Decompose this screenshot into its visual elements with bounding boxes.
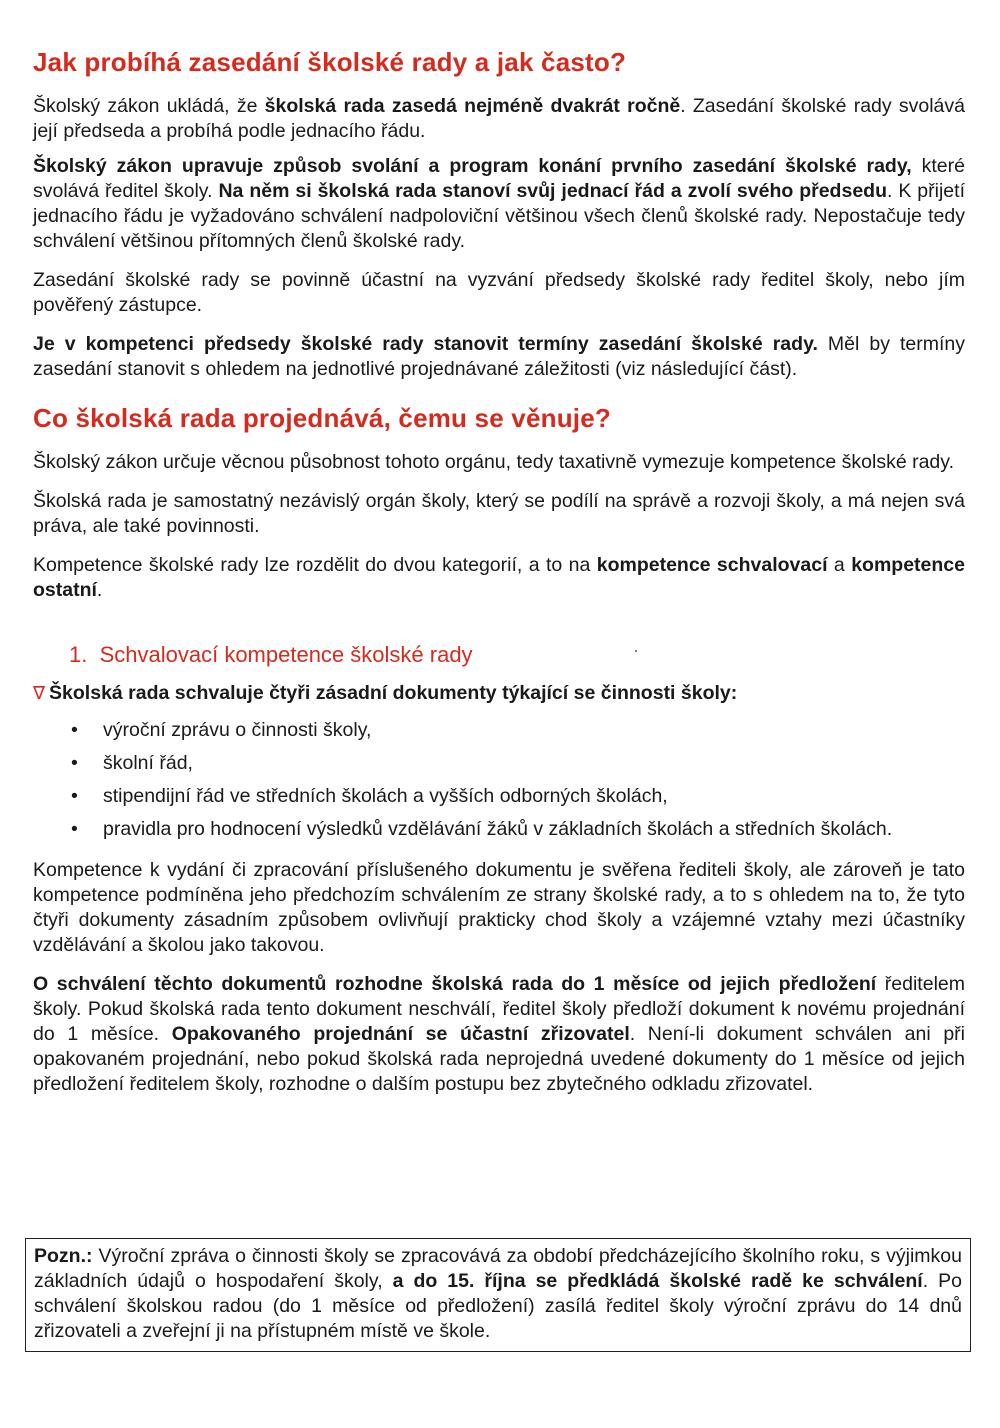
scan-speck — [635, 650, 637, 652]
paragraph-approval-deadline: O schválení těchto dokumentů rozhodne školská rada do 1 měsíce od jejich předložení ředitelem školy. Pokud školská rada tento dokument neschválí, ředitel školy předloží dokument k novému projednání do 1 měsíce. Opakovaného projednání se účastní zřizovatel. Není-li dokument schválen ani při opakovaném projednání, nebo pokud školská rada neprojedná uvedené dokumenty do 1 měsíce od jejich předložení ředitelem školy, rozhodne o dalším postupu bez zbytečného odkladu zřizovatel. — [33, 973, 965, 1095]
subsection-heading-approval: 1. Schvalovací kompetence školské rady — [69, 642, 473, 667]
list-item: • školní řád, — [71, 752, 193, 774]
paragraph-competence-categories: Kompetence školské rady lze rozdělit do dvou kategorií, a to na kompetence schvalovací a kompetence ostatní. — [33, 554, 965, 601]
paragraph-first-meeting: Školský zákon upravuje způsob svolání a program konání prvního zasedání školské rady, které svolává ředitel školy. Na něm si školská rada stanoví svůj jednací řád a zvolí svého předsedu. K přijetí jednacího řádu je vyžadováno schválení nadpoloviční většinou všech členů školské rady. Nepostačuje tedy schválení většinou přítomných členů školské rady. — [33, 155, 965, 252]
bullet-icon: • — [71, 752, 78, 774]
section-heading-meetings: Jak probíhá zasedání školské rady a jak často? — [33, 47, 627, 77]
bullet-icon: • — [71, 785, 78, 807]
section-heading-agenda: Co školská rada projednává, čemu se věnuje? — [33, 403, 611, 433]
list-item: • pravidla pro hodnocení výsledků vzdělávání žáků v základních školách a středních školách. — [71, 818, 893, 840]
note-label: Pozn.: — [34, 1245, 93, 1267]
paragraph-meeting-frequency: Školský zákon ukládá, že školská rada zasedá nejméně dvakrát ročně. Zasedání školské rady svolává její předseda a probíhá podle jednacího řádu. — [33, 95, 965, 142]
paragraph-independent-body: Školská rada je samostatný nezávislý orgán školy, který se podílí na správě a rozvoji školy, a má nejen svá práva, ale také povinnosti. — [33, 490, 965, 537]
approved-documents-list — [33, 718, 965, 842]
triangle-marker-icon: ∇ — [33, 683, 46, 703]
bullet-icon: • — [71, 719, 78, 741]
document-page — [33, 46, 965, 1111]
list-item: • stipendijní řád ve středních školách a vyšších odborných školách, — [71, 785, 668, 807]
list-item: • výroční zprávu o činnosti školy, — [71, 719, 372, 741]
paragraph-director-competence: Kompetence k vydání či zpracování příslušeného dokumentu je svěřena řediteli školy, ale zároveň je tato kompetence podmíněna jeho předchozím schválením ze strany školské rady, a to s ohledem na to, že tyto čtyři dokumenty zásadním způsobem ovlivňují prakticky chod školy a vzájemné vztahy mezi účastníky vzdělávání a školou jako takovou. — [33, 859, 965, 956]
paragraph-chair-competence: Je v kompetenci předsedy školské rady stanovit termíny zasedání školské rady. Měl by termíny zasedání stanovit s ohledem na jednotlivé projednávané záležitosti (viz následující část). — [33, 333, 965, 380]
paragraph-director-attendance: Zasedání školské rady se povinně účastní na vyzvání předsedy školské rady ředitel školy, nebo jím pověřený zástupce. — [33, 269, 965, 316]
approval-lead: ∇ Školská rada schvaluje čtyři zásadní dokumenty týkající se činnosti školy: — [33, 682, 738, 704]
bullet-icon: • — [71, 818, 78, 840]
paragraph-scope: Školský zákon určuje věcnou působnost tohoto orgánu, tedy taxativně vymezuje kompetence školské rady. — [33, 451, 954, 473]
note-box: Pozn.: Výroční zpráva o činnosti školy se zpracovává za období předcházejícího školního roku, s výjimkou základních údajů o hospodaření školy, a do 15. října se předkládá školské radě ke schválení. Po schválení školskou radou (do 1 měsíce od předložení) zasílá ředitel školy výroční zprávu do 14 dnů zřizovateli a zveřejní ji na přístupném místě ve škole. — [25, 1238, 971, 1352]
